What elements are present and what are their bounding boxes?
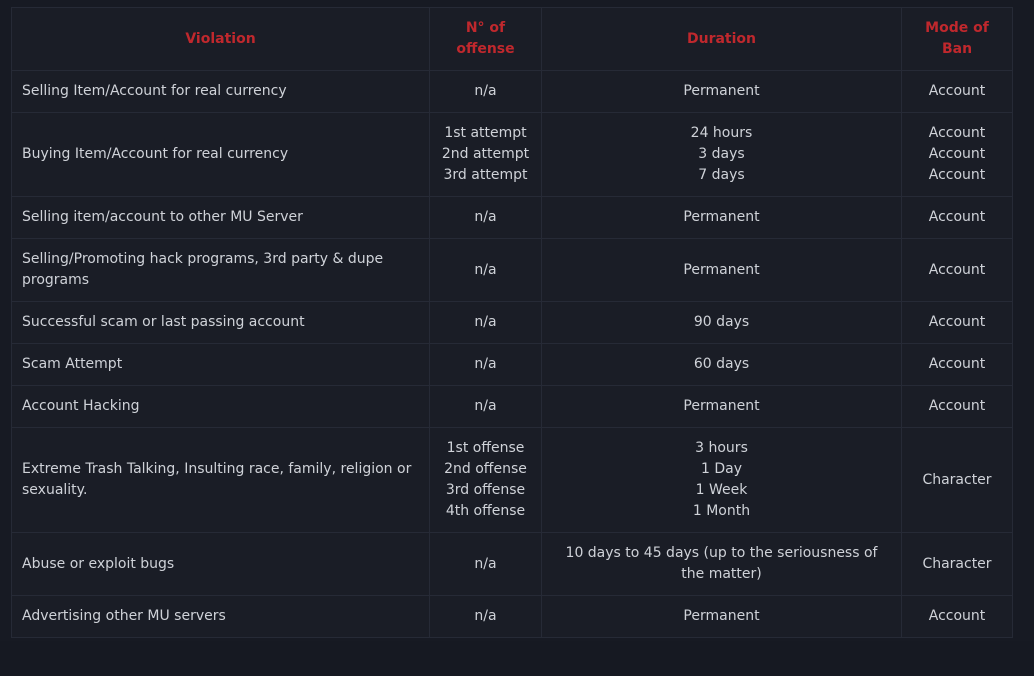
duration-cell [542,533,902,596]
table-row [12,71,1013,113]
violation-cell: Account Hacking [12,386,430,428]
duration-value: 24 hours [690,125,753,141]
duration-cell [542,596,902,638]
mode-cell [902,197,1013,239]
mode-value: Account [928,261,986,278]
offense-cell [430,71,542,113]
mode-value: Account [928,146,986,162]
offense-cell [430,302,542,344]
duration-value: 90 days [693,314,750,330]
violation-cell: Successful scam or last passing account [12,302,430,344]
violation-cell: Abuse or exploit bugs [12,533,430,596]
violation-cell: Scam Attempt [12,344,430,386]
duration-value: 1 Day [700,461,742,477]
header-violation: Violation [12,8,430,71]
ban-rules-table-container [11,7,1012,638]
mode-value: Character [922,555,992,572]
mode-cell [902,386,1013,428]
offense-value: 1st offense [446,440,525,456]
duration-cell [542,239,902,302]
mode-cell [902,239,1013,302]
duration-value: 3 days [698,146,745,162]
offense-cell [430,197,542,239]
violation-cell: Extreme Trash Talking, Insulting race, family, religion or sexuality. [12,428,430,533]
offense-cell [430,344,542,386]
table-row [12,113,1013,197]
offense-value: 2nd attempt [441,146,530,162]
offense-cell [430,533,542,596]
table-row [12,533,1013,596]
mode-cell [902,113,1013,197]
offense-value: n/a [474,314,497,330]
offense-cell [430,428,542,533]
duration-value: 60 days [693,356,750,372]
offense-value: n/a [474,398,497,414]
duration-cell [542,113,902,197]
mode-value: Account [928,125,986,141]
duration-value: Permanent [683,261,760,278]
offense-value: 1st attempt [444,125,527,141]
duration-cell [542,386,902,428]
offense-value: n/a [474,555,497,572]
duration-value: Permanent [683,398,760,414]
duration-value: Permanent [683,608,760,624]
offense-value: 2nd offense [444,461,527,477]
duration-value: 10 days to 45 days (up to the seriousness of the matter) [565,545,878,582]
table-row [12,197,1013,239]
table-body [12,71,1013,638]
duration-cell [542,197,902,239]
page-footer-background [0,641,1034,676]
mode-value: Account [928,209,986,225]
violation-cell: Selling item/account to other MU Server [12,197,430,239]
ban-rules-table [11,7,1013,638]
mode-cell [902,344,1013,386]
violation-cell: Selling/Promoting hack programs, 3rd party & dupe programs [12,239,430,302]
offense-value: n/a [474,83,497,99]
mode-value: Account [928,356,986,372]
mode-value: Account [928,608,986,624]
table-row [12,428,1013,533]
header-duration: Duration [542,8,902,71]
offense-cell [430,239,542,302]
duration-value: 7 days [698,167,745,183]
mode-value: Account [928,398,986,414]
table-header-row [12,8,1013,71]
mode-value: Account [928,314,986,330]
violation-cell: Buying Item/Account for real currency [12,113,430,197]
table-row [12,596,1013,638]
duration-cell [542,302,902,344]
mode-value: Character [922,471,992,488]
duration-cell [542,344,902,386]
table-row [12,239,1013,302]
duration-cell [542,71,902,113]
offense-value: n/a [474,261,497,278]
header-offense: N° of offense [430,8,542,71]
offense-cell [430,386,542,428]
mode-cell [902,428,1013,533]
mode-cell [902,533,1013,596]
mode-value: Account [928,167,986,183]
table-row [12,386,1013,428]
offense-value: 4th offense [445,503,526,519]
duration-cell [542,428,902,533]
duration-value: 3 hours [695,440,748,456]
table-row [12,302,1013,344]
offense-value: 3rd attempt [443,167,528,183]
violation-cell: Advertising other MU servers [12,596,430,638]
offense-cell [430,596,542,638]
offense-value: 3rd offense [445,482,526,498]
table-row [12,344,1013,386]
duration-value: Permanent [683,83,760,99]
offense-value: n/a [474,209,497,225]
offense-cell [430,113,542,197]
mode-cell [902,596,1013,638]
duration-value: 1 Week [695,482,748,498]
mode-value: Account [928,83,986,99]
mode-cell [902,71,1013,113]
offense-value: n/a [474,608,497,624]
duration-value: Permanent [683,209,760,225]
header-mode-of-ban: Mode of Ban [902,8,1013,71]
mode-cell [902,302,1013,344]
offense-value: n/a [474,356,497,372]
duration-value: 1 Month [692,503,751,519]
violation-cell: Selling Item/Account for real currency [12,71,430,113]
